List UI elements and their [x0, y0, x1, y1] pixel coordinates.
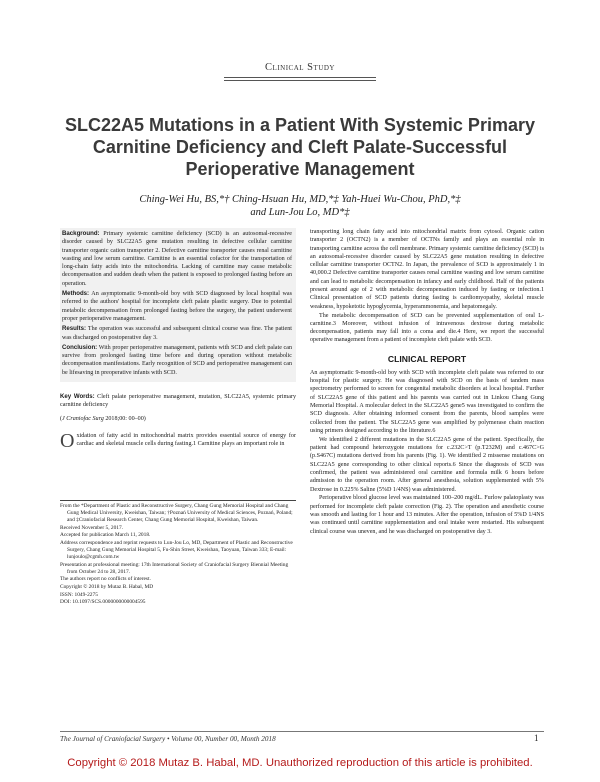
left-column — [60, 228, 296, 450]
citation — [60, 415, 296, 423]
abstract-methods-text: An asymptomatic 9-month-old boy with SCD diagnosed by local hospital was referred to the authors' hospital for incomplete cleft palate plastic surgery. Due to potential metabolic decompensation from prolonged fasting before the surgery, the patient underwent proper perioperative management. — [62, 291, 292, 322]
intro-text: xidation of fatty acid in mitochondrial matrix provides essential source of energy for cardiac and skeletal muscle cells during fasting.1 Carnitine plays an important role in — [76, 432, 296, 448]
abstract-conclusion-label: Conclusion: — [62, 343, 98, 351]
body-paragraph: We identified 2 different mutations in the SLC22A5 gene of the patient. Specifically, the patient had compound heterozygote mutations for c.232C>T (p.T232M) and c.467C>G (p.S467C) mutations derived from his parents (Fig. 1). We identified 2 missense mutations on SLC22A5 gene corresponding to other clinical reports.6 Since the diagnosis of SCD was confirmed, the patient was administered oral carnitine and formula milk 6 hours before admission to the operation room. After general anesthesia, solution supplemented with 5% Dextrose in 0.225% Saline (5%D 1/4NS) was administered. — [310, 436, 544, 493]
abstract-results-label: Results: — [62, 325, 87, 333]
footnote-presentation: Presentation at professional meeting: 17th International Society of Craniofacial Surgery Biennial Meeting from October 24 to 28, 2017. — [60, 561, 289, 575]
keywords — [60, 393, 296, 410]
citation-open: ( — [60, 415, 63, 422]
author-line-2: and Lun-Jou Lo, MD*‡ — [250, 207, 350, 218]
abstract-background-label: Background: — [62, 230, 100, 237]
citation-rest: 2018;00: 00–00) — [105, 415, 146, 422]
page-number: 1 — [534, 733, 539, 743]
abstract-background — [62, 230, 292, 288]
section-rule — [224, 77, 376, 78]
body-paragraph: Perioperative blood glucose level was maintained 100–200 mg/dL. Furlow palatoplasty was performed for incomplete cleft palate correction (Fig. 2). The operation and anesthetic course was smooth and lasting for 1 hour and 13 minutes. After the operation, infusion of 5%D 1/4NS was continued until carnitine supplementation and oral intake were restarted. His subsequent clinical course was uneven, and he was discharged on postoperative day 3. — [310, 495, 544, 535]
body-paragraph: An asymptomatic 9-month-old boy with SCD with incomplete cleft palate was referred to our hospital for plastic surgery. He was diagnosed with SCD on the basis of tandem mass spectrometry performed to screen for congenital metabolic disorders at local hospital. Further of SLC22A5 gene of this patient and his parents was carried out in Linkou Chang Gung Memorial Hospital. A molecular defect in the SLC22A5 gene5 was investigated to confirm the SCD diagnosis. After obtaining informed consent from the parents, blood samples were collected from the patient. The SLC22A5 gene was amplified by polymerase chain reaction using primers designed according to the literature.6 — [310, 369, 544, 434]
footer-journal-info: The Journal of Craniofacial Surgery • Volume 00, Number 00, Month 2018 — [60, 735, 276, 743]
intro-paragraph — [60, 429, 296, 452]
section-rule-thin — [224, 80, 376, 81]
footnote-affiliations: From the *Department of Plastic and Reconstructive Surgery, Chang Gung Memorial Hospital and Chang Gung Medical University, Kweishan, Taiwan; †Poznań University of Medical Sciences, Poznań, Poland; and ‡Craniofacial Research Center, Chang Gung Memorial Hospital, Kweishan, Taiwan. — [60, 503, 293, 524]
footnote-accepted: Accepted for publication March 11, 2018. — [60, 532, 151, 539]
author-line-1: Ching-Wei Hu, BS,*† Ching-Hsuan Hu, MD,*‡ Yah-Huei Wu-Chou, PhD,*‡ — [139, 194, 461, 205]
footer-rule — [60, 731, 544, 732]
abstract-methods-label: Methods: — [62, 290, 90, 298]
body-paragraph: transporting long chain fatty acid into mitochondrial matrix from cytosol. Organic cation transporter 2 (OCTN2) is a member of OCTNs family and plays an essential role in transporting carnitine across the cell membrane. Primary systemic carnitine deficiency (SCD) is an autosomal-recessive disorder caused by SLC22A5 gene mutation resulting in defective cellular carnitine transporter OCTN2. In Japan, the prevalence of SCD is approximately 1 in 40,000.2 Defective carnitine transporter causes renal carnitine wasting and low serum carnitine and can lead to metabolic decompensation in infancy and early childhood. Half of the patients present around age of 2 with metabolic decompensation induced by fasting or infection.1 Clinical presentation of SCD patients during fasting is cardiomyopathy, skeletal muscle weakness, hypoketotic hypoglycemia, hyperammonemia, and hepatomegaly. — [310, 229, 544, 310]
abstract-results-text: The operation was successful and subsequent clinical course was fine. The patient was discharged on postoperative day 3. — [62, 326, 292, 341]
footnote-rule — [60, 500, 296, 501]
abstract-methods — [62, 290, 292, 323]
section-label: Clinical Study — [265, 62, 335, 73]
footnote-issn: ISSN: 1049-2275 — [60, 591, 98, 598]
abstract-box — [60, 228, 296, 382]
drop-cap: O — [60, 429, 75, 452]
abstract-conclusion — [62, 344, 292, 377]
section-heading-clinical-report: CLINICAL REPORT — [387, 353, 467, 364]
body-paragraph: The metabolic decompensation of SCD can be prevented supplementation of oral L-carnitine.3 Moreover, without infusion of intravenous dextrose during metabolic decompensation, patients may fall into a coma and die.4 Here, we report the successful operative management from a patient of incomplete cleft palate with SCD. — [310, 312, 544, 344]
abstract-results — [62, 325, 292, 342]
author-list — [60, 193, 540, 219]
footnote-copyright: Copyright © 2018 by Mutaz B. Habal, MD — [60, 584, 154, 591]
keywords-text: Cleft palate perioperative management, mutation, SLC22A5, systemic primary carnitine deficiency — [60, 394, 296, 409]
footnotes — [60, 503, 296, 607]
abstract-conclusion-text: With proper perioperative management, patients with SCD and cleft palate can survive from prolonged fasting time before and during operation without metabolic decompensation manifestations. Early recognition of SCD and perioperative management can be lifesaving in preoperative infants with SCD. — [62, 344, 292, 376]
copyright-banner: Copyright © 2018 Mutaz B. Habal, MD. Unauthorized reproduction of this article is prohibited. — [67, 757, 533, 769]
article-title: SLC22A5 Mutations in a Patient With Systemic Primary Carnitine Deficiency and Cleft Palate-Successful Perioperative Management — [65, 115, 535, 179]
right-column — [310, 228, 544, 536]
citation-journal: J Craniofac Surg — [62, 415, 104, 422]
keywords-label: Key Words: — [60, 393, 95, 401]
footnote-received: Received November 5, 2017. — [60, 524, 124, 531]
abstract-background-text: Primary systemic carnitine deficiency (SCD) is an autosomal-recessive disorder caused by SLC22A5 gene mutation resulting in defective cellular carnitine transporter organic cation transporter 2. Defective carnitine transporter causes renal carnitine wasting and low serum carnitine. Carnitine is an essential cofactor for the transportation of long-chain fatty acids into the mitochondria. Lacking of carnitine may cause metabolic decompensation and sudden death when the patient is exposed to prolonged fasting before an operation. — [62, 231, 292, 287]
footnote-correspondence: Address correspondence and reprint requests to Lun-Jou Lo, MD, Department of Plastic and Reconstructive Surgery, Chang Gung Memorial Hospital 5, Fu-Shin Street, Kweishan, Taoyuan, Taiwan 333; E-mail: lunjoulo@cgmh.com.tw — [60, 539, 293, 561]
footnote-doi: DOI: 10.1097/SCS.0000000000004595 — [60, 599, 146, 606]
footnote-conflicts: The authors report no conflicts of interest. — [60, 576, 151, 583]
